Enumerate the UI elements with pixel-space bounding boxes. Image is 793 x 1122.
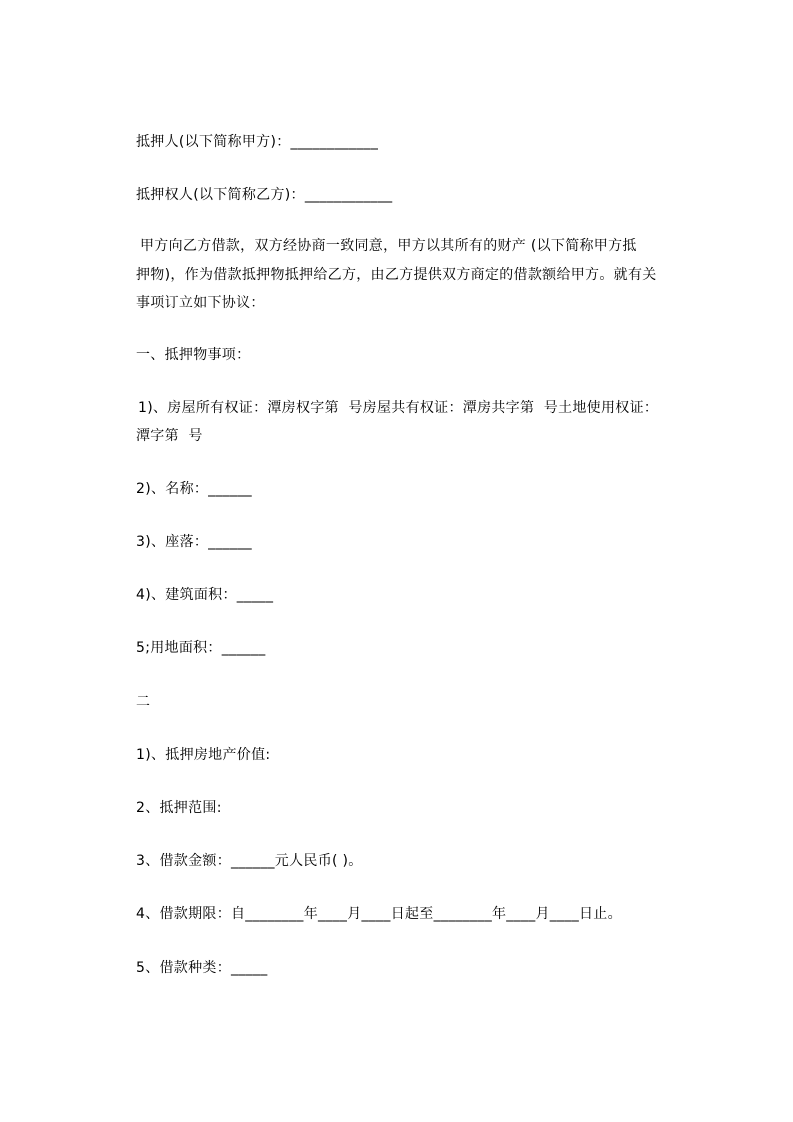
section-1-heading: 一、抵押物事项： [136,347,251,363]
item-5-land-area: 5;用地面积：______ [136,640,266,656]
item-1-line-2: 潭字第 号 [136,428,203,444]
intro-paragraph-line-3: 事项订立如下协议： [136,295,265,311]
party-b-line: 抵押权人(以下简称乙方)：____________ [136,187,393,203]
item-1-line-1: 1)、房屋所有权证：潭房权字第 号房屋共有权证：潭房共字第 号土地使用权证： [138,400,659,416]
s2-item-3-amount: 3、借款金额：______元人民币( )。 [136,853,363,869]
item-2-name: 2)、名称：______ [136,481,252,497]
section-2-heading: 二 [136,694,151,710]
intro-paragraph-line-2: 押物)，作为借款抵押物抵押给乙方，由乙方提供双方商定的借款额给甲方。就有关 [136,267,657,283]
s2-item-5-type: 5、借款种类：_____ [136,960,268,976]
s2-item-1-value: 1)、抵押房地产价值: [136,747,271,763]
party-a-line: 抵押人(以下简称甲方)：____________ [136,134,379,150]
item-4-building-area: 4)、建筑面积：_____ [136,587,274,603]
intro-paragraph-line-1: 甲方向乙方借款，双方经协商一致同意，甲方以其所有的财产 (以下简称甲方抵 [140,238,637,254]
s2-item-2-scope: 2、抵押范围: [136,800,222,816]
s2-item-4-term: 4、借款期限：自________年____月____日起至________年____月____日止。 [136,906,622,922]
item-3-location: 3)、座落：______ [136,534,252,550]
